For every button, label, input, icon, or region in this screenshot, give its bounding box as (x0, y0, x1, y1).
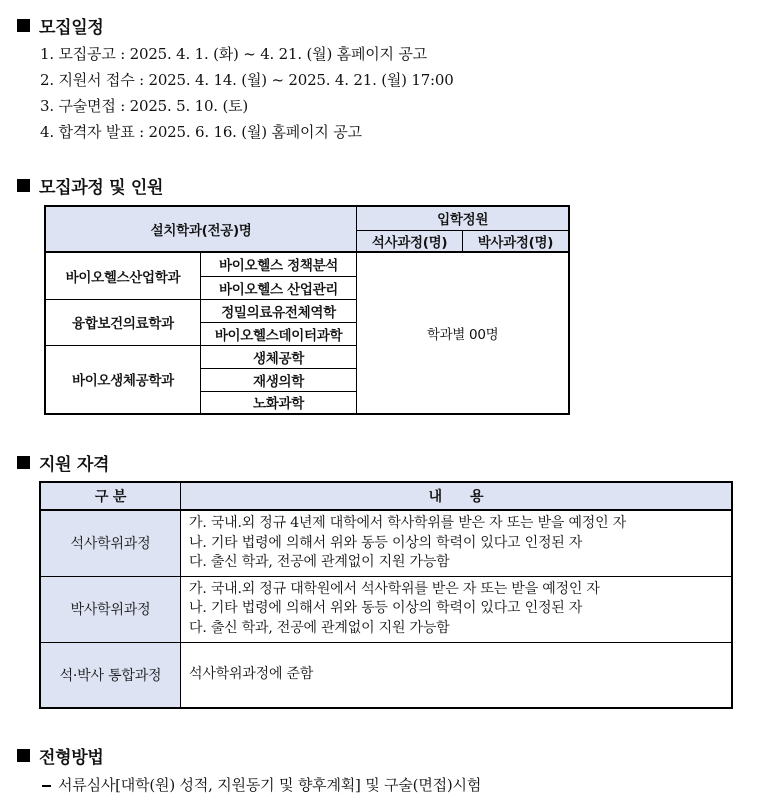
qualification-label: 박사학위과정 (40, 576, 181, 642)
qualification-label: 석사학위과정 (40, 510, 181, 576)
schedule-item: 2. 지원서 접수 : 2025. 4. 14. (월) ~ 2025. 4. 21. (월) 17:00 (40, 71, 454, 89)
qualification-content (181, 642, 733, 708)
programs-title: 모집과정 및 인원 (39, 178, 164, 198)
schedule-heading (17, 13, 104, 38)
schedule-item: 1. 모집공고 : 2025. 4. 1. (화) ~ 4. 21. (월) 홈페이지 공고 (40, 45, 427, 63)
schedule-item: 3. 구술면접 : 2025. 5. 10. (토) (40, 97, 249, 115)
schedule-item: 4. 합격자 발표 : 2025. 6. 16. (월) 홈페이지 공고 (40, 123, 362, 141)
header-content: 내 용 (181, 482, 733, 510)
square-bullet-icon (17, 749, 30, 762)
qualification-content (181, 576, 733, 642)
selection-text: 서류심사[대학(원) 성적, 지원동기 및 향후계획] 및 구술(면접)시험 (58, 776, 482, 794)
square-bullet-icon (17, 179, 30, 192)
selection-item (42, 774, 481, 795)
square-bullet-icon (17, 456, 30, 469)
qualification-line: 나. 기타 법령에 의해서 위와 동등 이상의 학력이 있다고 인정된 자 (189, 600, 583, 617)
qualification-title: 지원 자격 (39, 455, 110, 475)
qualification-label: 석·박사 통합과정 (40, 642, 181, 708)
dash-bullet-icon (42, 785, 51, 787)
qualification-heading (17, 450, 109, 475)
major-name: 재생의학 (200, 368, 356, 391)
major-name: 바이오헬스 정책분석 (200, 252, 356, 276)
schedule-title: 모집일정 (39, 18, 104, 38)
major-name: 정밀의료유전체역학 (200, 299, 356, 322)
major-name: 생체공학 (200, 345, 356, 368)
major-name: 바이오헬스 산업관리 (200, 276, 356, 299)
qualification-line: 다. 출신 학과, 전공에 관계없이 지원 가능함 (189, 619, 450, 636)
header-doctor: 박사과정(명) (462, 230, 569, 252)
major-name: 바이오헬스데이터과학 (200, 322, 356, 345)
qualification-content (181, 510, 733, 576)
programs-table (44, 205, 570, 415)
square-bullet-icon (17, 19, 30, 32)
qualification-line: 석사학위과정에 준함 (189, 666, 314, 682)
qualification-line: 가. 국내.외 정규 대학원에서 석사학위를 받은 자 또는 받을 예정인 자 (189, 580, 600, 597)
qualification-line: 나. 기타 법령에 의해서 위와 동등 이상의 학력이 있다고 인정된 자 (189, 534, 583, 551)
programs-heading (17, 173, 163, 198)
quota-value: 학과별 00명 (357, 252, 569, 414)
header-quota: 입학정원 (357, 206, 569, 230)
header-dept: 설치학과(전공)명 (45, 206, 357, 252)
selection-title: 전형방법 (39, 748, 104, 768)
dept-name: 바이오생체공학과 (45, 345, 200, 414)
dept-name: 바이오헬스산업학과 (45, 252, 200, 299)
major-name: 노화과학 (200, 391, 356, 414)
selection-heading (17, 743, 104, 768)
qualification-line: 가. 국내.외 정규 4년제 대학에서 학사학위를 받은 자 또는 받을 예정인 자 (189, 515, 627, 531)
qualification-line: 다. 출신 학과, 전공에 관계없이 지원 가능함 (189, 554, 450, 570)
header-category: 구 분 (40, 482, 181, 510)
dept-name: 융합보건의료학과 (45, 299, 200, 345)
qualification-table (39, 481, 733, 709)
header-master: 석사과정(명) (357, 230, 463, 252)
